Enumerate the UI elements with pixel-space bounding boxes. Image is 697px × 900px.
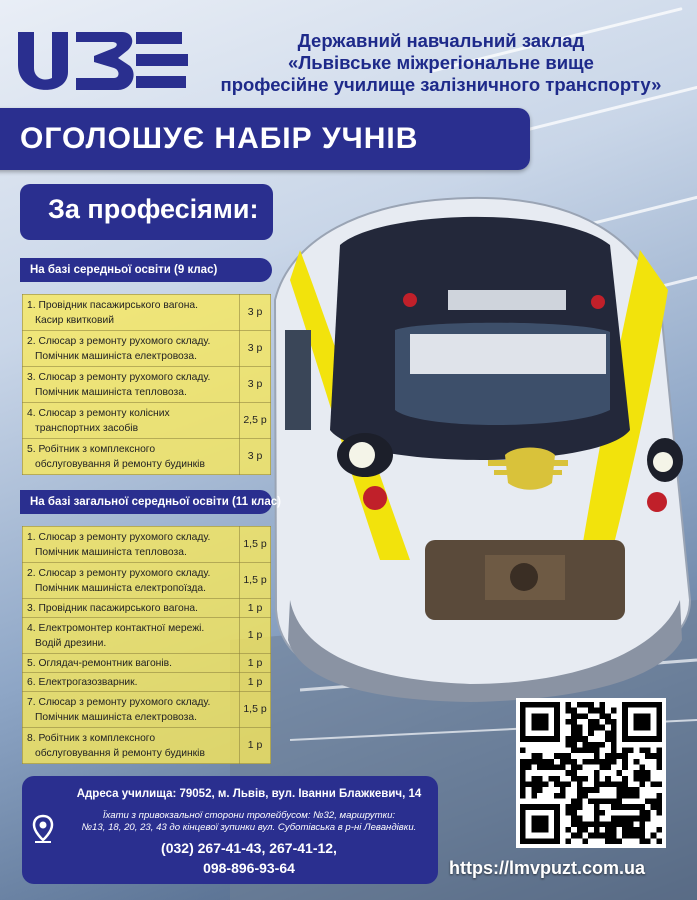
- profession-name-line: 2. Слюсар з ремонту рухомого складу.: [27, 335, 211, 347]
- table-row: [23, 527, 271, 563]
- table-row: [23, 563, 271, 599]
- uz-logo-icon: [14, 28, 190, 94]
- transport-line: Їхати з привокзальної сторони тролейбусом: №32, маршрутки:: [102, 810, 396, 821]
- profession-name: [23, 295, 240, 331]
- study-duration: 1,5 р: [240, 527, 271, 563]
- profession-name: [23, 367, 240, 403]
- study-duration: 3 р: [240, 367, 271, 403]
- profession-name-line: 2. Слюсар з ремонту рухомого складу.: [27, 567, 211, 579]
- table-row: [23, 673, 271, 692]
- profession-name: [23, 618, 240, 654]
- profession-name: [23, 403, 240, 439]
- profession-name-line: обслуговування й ремонту будинків: [35, 747, 205, 759]
- phone-number-mobile: 098-896-93-64: [203, 860, 295, 876]
- announcement-banner: [0, 108, 530, 170]
- profession-name-line: Помічник машиніста електровоза.: [35, 350, 197, 362]
- profession-name-line: Касир квитковий: [35, 314, 114, 326]
- contacts-box: [22, 776, 438, 884]
- profession-name-line: 5. Робітник з комплексного: [27, 443, 156, 455]
- study-duration: 1 р: [240, 728, 271, 764]
- section-9-class-table: [22, 294, 271, 475]
- profession-name-line: 6. Електрогазозварник.: [27, 676, 138, 688]
- study-duration: 1,5 р: [240, 692, 271, 728]
- website-link[interactable]: https://lmvpuzt.com.ua: [449, 858, 646, 878]
- study-duration: 3 р: [240, 331, 271, 367]
- profession-name-line: Помічник машиніста електропоїзда.: [35, 582, 206, 594]
- qr-code-graphic: [520, 702, 662, 844]
- profession-name: [23, 692, 240, 728]
- table-row: [23, 728, 271, 764]
- study-duration: 1,5 р: [240, 563, 271, 599]
- announcement-text: ОГОЛОШУЄ НАБІР УЧНІВ: [20, 122, 419, 155]
- phone-numbers: (032) 267-41-43, 267-41-12,: [161, 840, 337, 856]
- profession-name-line: 1. Слюсар з ремонту рухомого складу.: [27, 531, 211, 543]
- table-row: [23, 331, 271, 367]
- address-text: Адреса училища: 79052, м. Львів, вул. Іванни Блажкевич, 14: [76, 788, 422, 800]
- table-row: [23, 367, 271, 403]
- profession-name-line: 3. Слюсар з ремонту рухомого складу.: [27, 371, 211, 383]
- study-duration: 3 р: [240, 439, 271, 475]
- profession-name-line: 8. Робітник з комплексного: [27, 732, 156, 744]
- study-duration: 1 р: [240, 618, 271, 654]
- profession-name: [23, 331, 240, 367]
- profession-name-line: 1. Провідник пасажирського вагона.: [27, 299, 199, 311]
- profession-name: [23, 527, 240, 563]
- profession-name-line: Водій дрезини.: [35, 637, 107, 649]
- section-9-class-title: На базі середньої освіти (9 клас): [20, 258, 272, 282]
- section-11-class-title: На базі загальної середньої освіти (11 клас): [20, 490, 272, 514]
- study-duration: 3 р: [240, 295, 271, 331]
- professions-heading-box: [20, 184, 273, 240]
- profession-name-line: транспортних засобів: [35, 422, 139, 434]
- profession-name-line: Помічник машиніста електровоза.: [35, 711, 197, 723]
- study-duration: 1 р: [240, 654, 271, 673]
- transport-info: [64, 810, 434, 834]
- location-pin-icon: [32, 814, 54, 844]
- study-duration: 2,5 р: [240, 403, 271, 439]
- profession-name-line: Помічник машиніста тепловоза.: [35, 386, 187, 398]
- study-duration: 1 р: [240, 599, 271, 618]
- profession-name: [23, 654, 240, 673]
- profession-name-line: обслуговування й ремонту будинків: [35, 458, 205, 470]
- school-title-line: Державний навчальний заклад: [297, 30, 585, 51]
- study-duration: 1 р: [240, 673, 271, 692]
- profession-name: [23, 563, 240, 599]
- profession-name-line: 4. Слюсар з ремонту колісних: [27, 407, 170, 419]
- table-row: [23, 654, 271, 673]
- table-row: [23, 439, 271, 475]
- school-title-line: професійне училище залізничного транспорту»: [220, 74, 662, 95]
- school-title-line: «Львівське міжрегіональне вище: [288, 52, 594, 73]
- qr-code-icon[interactable]: [516, 698, 666, 848]
- profession-name: [23, 439, 240, 475]
- profession-name-line: 7. Слюсар з ремонту рухомого складу.: [27, 696, 211, 708]
- table-row: [23, 618, 271, 654]
- table-row: [23, 295, 271, 331]
- table-row: [23, 692, 271, 728]
- school-title: [196, 30, 686, 96]
- profession-name: [23, 728, 240, 764]
- profession-name-line: Помічник машиніста тепловоза.: [35, 546, 187, 558]
- transport-line: №13, 18, 20, 23, 43 до кінцевої зупинки вул. Суботівська в р-ні Левандівки.: [81, 822, 417, 833]
- profession-name-line: 5. Оглядач-ремонтник вагонів.: [27, 657, 172, 669]
- profession-name: [23, 673, 240, 692]
- table-row: [23, 403, 271, 439]
- table-row: [23, 599, 271, 618]
- profession-name: [23, 599, 240, 618]
- profession-name-line: 3. Провідник пасажирського вагона.: [27, 602, 199, 614]
- profession-name-line: 4. Електромонтер контактної мережі.: [27, 622, 205, 634]
- professions-heading: За професіями:: [48, 194, 259, 224]
- section-11-class-table: [22, 526, 271, 764]
